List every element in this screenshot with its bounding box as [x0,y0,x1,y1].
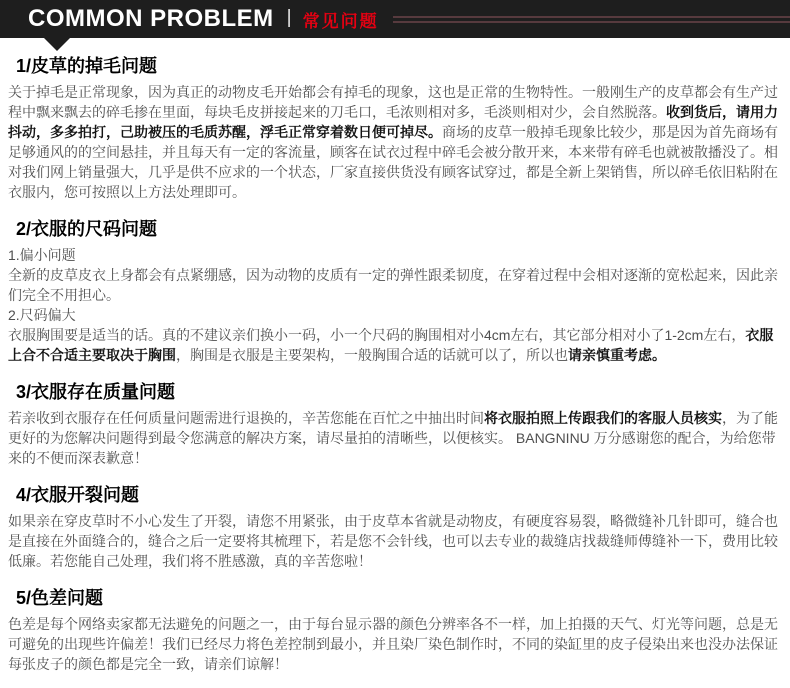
section-heading: 4/衣服开裂问题 [16,485,140,505]
section-heading: 3/衣服存在质量问题 [16,382,176,402]
text-run-bold: 收到货后，请用力抖动，多多拍打，己助被压的毛质苏醒，浮毛正常穿着数日便可掉尽。 [8,104,778,140]
header-divider: | [286,7,292,28]
section-paragraph [8,511,782,571]
section-paragraph [8,408,782,468]
section-paragraph [8,265,782,305]
section-paragraph [8,82,782,202]
section-subheading-too-small [8,245,782,265]
faq-section-quality [8,382,782,468]
header-banner [0,0,790,38]
section-paragraph [8,614,782,674]
text-run-bold: 将衣服拍照上传跟我们的客服人员核实 [484,410,722,426]
section-heading: 2/衣服的尺码问题 [16,219,158,239]
section-heading: 1/皮草的掉毛问题 [16,56,158,76]
text-run: ，胸围是衣服是主要架构，一般胸围合适的话就可以了，所以也 [176,347,568,363]
faq-section-color-difference [8,588,782,674]
faq-content [0,51,790,688]
faq-section-fur-shedding [8,56,782,202]
header-title-cn: 常见问题 [302,11,379,31]
section-subheading-too-big [8,305,782,325]
text-run: 衣服胸围要是适当的话。真的不建议亲们换小一码，小一个尺码的胸围相对小4cm左右，其它部分相对小了1-2cm左右， [8,327,746,343]
text-run: 如果亲在穿皮草时不小心发生了开裂，请您不用紧张，由于皮草本省就是动物皮，有硬度容易裂，略微缝补几针即可，缝合也是直接在外面缝合的，缝合之后一定要将其梳理下，若是您不会针线，也可以去专业的裁缝店找裁缝师傅缝补一下，费用比较低廉。若您能自己处理，我们将不胜感激，真的辛苦您啦！ [8,513,778,569]
text-run: 商场的皮草一般掉毛现象比较少，那是因为首先商场有足够通风的的空间悬挂，并且每天有一定的客流量，顾客在试衣过程中碎毛会被分散开来，本来带有碎毛也就被散播没了。相对我们网上销量强大，几乎是供不应求的一个状态，厂家直接供货没有顾客试穿过，都是全新上架销售，所以碎毛依旧粘附在衣服内，您可按照以上方法处理即可。 [8,124,778,200]
faq-section-cracking [8,485,782,571]
decor-line-bottom [393,21,790,23]
text-run: 关于掉毛是正常现象，因为真正的动物皮毛开始都会有掉毛的现象，这也是正常的生物特性。一般刚生产的皮草都会有生产过程中飘来飘去的碎毛掺在里面，每块毛皮拼接起来的刀毛口，毛浓则相对多，毛淡则相对少，会自然脱落。 [8,84,778,120]
arrow-down-icon [44,38,70,51]
text-run: 色差是每个网络卖家都无法避免的问题之一，由于每台显示器的颜色分辨率各不一样，加上拍摄的天气、灯光等问题，总是无可避免的出现些许偏差！我们已经尽力将色差控制到最小，并且染厂染色制作时，不同的染缸里的皮子侵染出来也没办法保证每张皮子的颜色都是完全一致，请亲们谅解！ [8,616,778,672]
header-title-en: COMMON PROBLEM [28,5,274,32]
text-run: ，为了能更好的为您解决问题得到最令您满意的解决方案，请尽量拍的清晰些，以便核实。 BANGNINU 万分感谢您的配合，为给您带来的不便而深表歉意！ [8,410,778,466]
text-run: 1.偏小问题 [8,247,76,263]
decor-line-top [393,16,790,18]
text-run: 若亲收到衣服存在任何质量问题需进行退换的，辛苦您能在百忙之中抽出时间 [8,410,484,426]
text-run: 2.尺码偏大 [8,307,76,323]
faq-section-size [8,219,782,365]
section-paragraph [8,325,782,365]
text-run-bold: 请亲慎重考虑。 [568,347,666,363]
text-run: 全新的皮草皮衣上身都会有点紧绷感，因为动物的皮质有一定的弹性跟柔韧度，在穿着过程中会相对逐渐的宽松起来，因此亲们完全不用担心。 [8,267,778,303]
header-decor-lines [393,16,790,23]
text-run-bold: 衣服上合不合适主要取决于胸围 [8,327,774,363]
section-heading: 5/色差问题 [16,588,104,608]
